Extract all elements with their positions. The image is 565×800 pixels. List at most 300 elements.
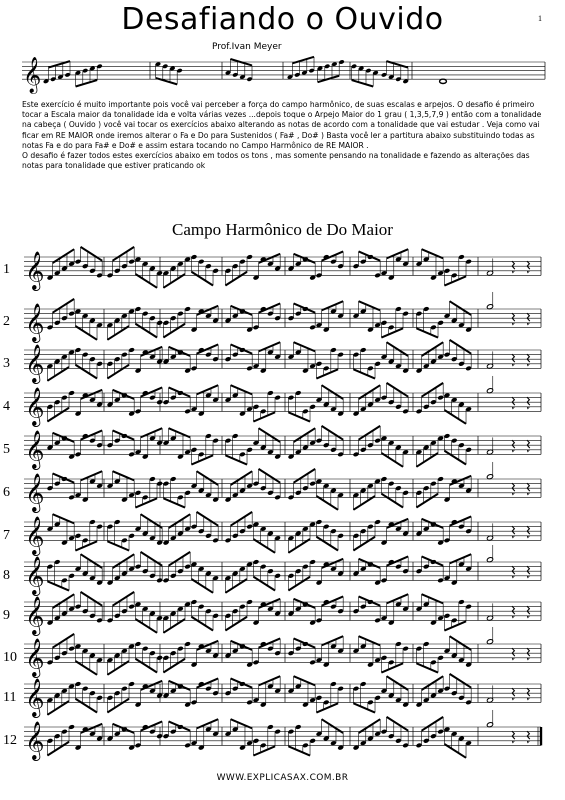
beamed-note-group	[253, 428, 281, 459]
note-beam	[191, 272, 213, 286]
beamed-note-group	[225, 561, 253, 592]
note-beam	[416, 328, 438, 337]
staff-number: 11	[3, 690, 17, 705]
beamed-note-group	[381, 641, 409, 672]
beamed-note-group	[416, 435, 444, 466]
beamed-note-group	[163, 387, 191, 414]
beamed-note-group	[47, 594, 75, 625]
beamed-note-group	[191, 306, 219, 333]
quarter-rest-icon	[512, 688, 515, 700]
beamed-note-group	[381, 556, 409, 583]
note-beam	[387, 717, 409, 731]
beamed-note-group	[416, 383, 444, 414]
staff	[22, 57, 545, 94]
beamed-note-group	[444, 599, 472, 630]
beamed-note-group	[47, 433, 75, 460]
note-beam	[381, 328, 403, 337]
note-beam	[53, 249, 75, 263]
note-beam	[53, 299, 75, 313]
treble-clef-icon: 𝄞	[25, 515, 45, 555]
note-beam	[47, 581, 69, 590]
beamed-note-group	[163, 552, 191, 583]
beamed-note-group	[288, 521, 316, 552]
note-beam	[353, 496, 375, 510]
quarter-rest-icon	[527, 566, 530, 578]
beamed-note-group	[416, 519, 444, 546]
beamed-note-group	[75, 554, 103, 585]
note-beam	[322, 719, 344, 733]
beamed-note-group	[47, 514, 75, 545]
beamed-note-group	[288, 303, 316, 330]
beamed-note-group	[225, 512, 253, 543]
beamed-note-group	[191, 512, 219, 543]
treble-clef-icon: 𝄞	[25, 302, 45, 342]
note-beam	[450, 340, 472, 354]
beamed-note-group	[316, 347, 344, 378]
beamed-note-group	[253, 638, 281, 665]
beamed-note-group	[288, 254, 316, 281]
treble-clef-icon: 𝄞	[25, 677, 45, 717]
note-beam	[416, 663, 438, 672]
note-beam	[288, 577, 310, 591]
beamed-note-group	[287, 57, 315, 80]
note-beam	[53, 594, 75, 608]
beamed-note-group	[416, 556, 444, 583]
staff	[24, 637, 541, 678]
note-beam	[444, 744, 466, 758]
beamed-note-group	[316, 478, 344, 509]
note-beam	[316, 537, 338, 551]
beamed-note-group	[253, 599, 281, 626]
page-number: 1	[538, 14, 542, 23]
note-beam	[191, 455, 213, 464]
beamed-note-group	[381, 435, 409, 466]
beamed-note-group	[444, 516, 472, 543]
treble-clef-icon: 𝄞	[25, 720, 45, 760]
intro-paragraph: O desafio é fazer todos estes exercícios abaixo em todos os tons , mas somente pensando na tonalidade e fazendo as alterações das notas para tonalidade que estiver praticando ok	[22, 151, 530, 171]
beamed-note-group	[135, 514, 163, 545]
treble-clef-icon: 𝄞	[25, 595, 45, 635]
whole-note-head	[440, 79, 447, 83]
note-beam	[381, 494, 403, 508]
note-beam	[225, 617, 247, 631]
quarter-rest-icon	[527, 606, 530, 618]
quarter-rest-icon	[512, 261, 515, 273]
beamed-note-group	[163, 476, 191, 507]
note-beam	[225, 455, 247, 464]
beamed-note-group	[75, 247, 103, 278]
staff	[24, 429, 541, 470]
beamed-note-group	[288, 469, 316, 500]
beamed-note-group	[163, 256, 191, 287]
note-beam	[294, 303, 316, 312]
beamed-note-group	[353, 426, 381, 457]
beamed-note-group	[381, 717, 409, 748]
treble-clef-icon: 𝄞	[25, 429, 45, 469]
note-beam	[288, 412, 310, 421]
beamed-note-group	[47, 299, 75, 330]
staff-number: 9	[3, 608, 10, 623]
beamed-note-group	[316, 426, 344, 457]
beamed-note-group	[163, 428, 191, 459]
note-beam	[75, 365, 97, 379]
note-beam	[197, 471, 219, 485]
beamed-note-group	[288, 428, 316, 459]
beamed-note-group	[444, 254, 472, 285]
beamed-note-group	[75, 519, 103, 550]
treble-clef-icon: 𝄞	[25, 555, 45, 595]
beamed-note-group	[163, 347, 191, 374]
note-beam	[47, 367, 69, 381]
footer-website: WWW.EXPLICASAX.COM.BR	[216, 773, 349, 783]
note-beam	[294, 428, 316, 442]
beamed-note-group	[163, 681, 191, 708]
quarter-rest-icon	[512, 397, 515, 409]
beamed-note-group	[316, 596, 344, 623]
staff-number: 4	[3, 399, 10, 414]
beamed-note-group	[191, 433, 219, 464]
beamed-note-group	[75, 643, 103, 674]
staff	[24, 302, 541, 343]
beamed-note-group	[316, 301, 344, 332]
note-beam	[225, 272, 247, 286]
note-beam	[107, 661, 129, 675]
beamed-note-group	[444, 433, 472, 464]
beamed-note-group	[353, 385, 381, 416]
document-title: Desafiando o Ouvido	[121, 2, 444, 37]
beamed-note-group	[47, 249, 75, 280]
beamed-note-group	[381, 249, 409, 280]
beamed-note-group	[316, 559, 344, 586]
beamed-note-group	[135, 347, 163, 374]
intro-paragraph: Este exercício é muito importante pois você vai perceber a força do campo harmônico, de suas escalas e arpejos. O desafio é primeiro tocar a Escala maior da tonalidade ida e volta várias vezes ...depois toque o Arpejo Maior do 1 grau ( 1,3,5,7,9 ) então com a tonalidade na cabeça ( Ouvido ) você vai tocar os exercícios abaixo alterando as notas de acordo com a tonalidade que vai estudar . Veja como vai ficar em RE MAIOR onde iremos alterar o Fa e Do para Sustenidos ( Fa# , Do# ) Basta você ler a partitura abaixo substituindo todas as notas Fa e do para Fa# e Do# e assim estara tocando no Campo Harmônico de RE MAIOR .	[22, 100, 542, 150]
note-beam	[113, 430, 135, 439]
note-beam	[113, 592, 135, 606]
beamed-note-group	[225, 719, 253, 750]
quarter-rest-icon	[527, 354, 530, 366]
note-beam	[47, 742, 69, 756]
note-beam	[76, 80, 98, 86]
beamed-note-group	[416, 594, 444, 625]
staff	[24, 555, 541, 596]
beamed-note-group	[416, 676, 444, 707]
quarter-rest-icon	[512, 313, 515, 325]
note-beam	[191, 617, 213, 631]
beamed-note-group	[253, 676, 281, 707]
note-beam	[231, 471, 253, 485]
note-beam	[47, 408, 69, 422]
note-beam	[107, 541, 129, 550]
beamed-note-group	[225, 254, 253, 285]
note-beam	[81, 592, 103, 606]
beamed-note-group	[75, 592, 103, 623]
note-beam	[253, 746, 275, 755]
quarter-rest-icon	[527, 731, 530, 743]
beamed-note-group	[47, 724, 75, 755]
note-beam	[107, 365, 129, 379]
quarter-rest-icon	[512, 606, 515, 618]
note-beam	[359, 719, 381, 733]
beamed-note-group	[135, 306, 163, 337]
treble-clef-icon: 𝄞	[25, 386, 45, 426]
beamed-note-group	[191, 344, 219, 371]
quarter-rest-icon	[512, 566, 515, 578]
note-beam	[75, 661, 97, 675]
beamed-note-group	[107, 554, 135, 585]
beamed-note-group	[416, 306, 444, 337]
note-beam	[253, 577, 275, 591]
beamed-note-group	[163, 721, 191, 748]
beamed-note-group	[135, 601, 163, 632]
beamed-note-group	[107, 643, 135, 674]
beamed-note-group	[47, 390, 75, 421]
beamed-note-group	[381, 519, 409, 546]
staff-number: 2	[3, 314, 10, 329]
quarter-rest-icon	[512, 526, 515, 538]
quarter-rest-icon	[512, 731, 515, 743]
beamed-note-group	[191, 678, 219, 705]
note-beam	[191, 579, 213, 593]
note-beam	[225, 579, 247, 593]
note-beam	[294, 469, 316, 483]
beamed-note-group	[135, 428, 163, 459]
beamed-note-group	[381, 61, 409, 84]
note-beam	[381, 663, 403, 672]
treble-clef-icon: 𝄞	[25, 637, 45, 677]
beamed-note-group	[225, 599, 253, 630]
beamed-note-group	[191, 254, 219, 285]
beamed-note-group	[416, 342, 444, 373]
beamed-note-group	[47, 559, 75, 590]
note-beam	[416, 453, 438, 467]
note-beam	[141, 514, 163, 528]
beamed-note-group	[107, 681, 135, 712]
note-beam	[81, 247, 103, 261]
note-beam	[107, 699, 129, 713]
beamed-note-group	[381, 476, 409, 507]
treble-clef-icon: 𝄞	[25, 250, 45, 290]
note-beam	[163, 274, 185, 288]
beamed-note-group	[353, 301, 381, 332]
quarter-rest-icon	[527, 440, 530, 452]
note-beam	[444, 621, 466, 630]
beamed-note-group	[75, 430, 103, 457]
note-beam	[359, 596, 381, 605]
beamed-note-group	[381, 383, 409, 414]
note-beam	[47, 701, 69, 715]
note-beam	[316, 496, 338, 510]
note-beam	[387, 676, 409, 690]
note-beam	[322, 385, 344, 399]
note-beam	[53, 473, 75, 482]
beamed-note-group	[381, 676, 409, 707]
beamed-note-group	[416, 476, 444, 507]
beamed-note-group	[107, 592, 135, 623]
beamed-note-group	[107, 308, 135, 339]
note-beam	[352, 80, 374, 86]
treble-clef-icon: 𝄞	[25, 343, 45, 383]
beamed-note-group	[353, 596, 381, 623]
beamed-note-group	[225, 344, 253, 371]
note-beam	[288, 746, 310, 755]
note-beam	[353, 537, 375, 551]
beamed-note-group	[107, 347, 135, 378]
note-beam	[163, 324, 185, 338]
beamed-note-group	[107, 247, 135, 278]
note-beam	[231, 678, 253, 687]
beamed-note-group	[191, 471, 219, 502]
beamed-note-group	[75, 471, 103, 502]
quarter-rest-icon	[527, 526, 530, 538]
beamed-note-group	[316, 719, 344, 750]
beamed-note-group	[316, 385, 344, 416]
beamed-note-group	[107, 471, 135, 502]
note-beam	[253, 539, 275, 553]
note-beam	[169, 387, 191, 396]
note-beam	[156, 78, 178, 84]
note-beam	[387, 342, 409, 356]
beamed-note-group	[135, 721, 163, 748]
note-beam	[316, 703, 338, 712]
staff-number: 6	[3, 485, 10, 500]
note-beam	[322, 426, 344, 440]
note-beam	[353, 369, 375, 378]
note-beam	[292, 57, 314, 63]
staff-number: 5	[3, 442, 10, 457]
quarter-rest-icon	[527, 313, 530, 325]
beamed-note-group	[353, 681, 381, 712]
beamed-note-group	[444, 636, 472, 667]
beamed-note-group	[444, 554, 472, 585]
beamed-note-group	[253, 521, 281, 552]
beamed-note-group	[47, 349, 75, 380]
note-beam	[135, 619, 157, 633]
beamed-note-group	[444, 340, 472, 371]
note-beam	[387, 383, 409, 397]
beamed-note-group	[135, 387, 163, 414]
beamed-note-group	[191, 719, 219, 750]
quarter-rest-icon	[527, 397, 530, 409]
note-beam	[135, 659, 157, 673]
beamed-note-group	[316, 519, 344, 550]
beamed-note-group	[43, 61, 71, 84]
beamed-note-group	[353, 347, 381, 378]
note-beam	[444, 451, 466, 465]
quarter-rest-icon	[527, 688, 530, 700]
beamed-note-group	[75, 681, 103, 712]
beamed-note-group	[107, 519, 135, 550]
note-beam	[259, 428, 281, 442]
note-beam	[163, 659, 185, 673]
beamed-note-group	[163, 641, 191, 672]
beamed-note-group	[75, 347, 103, 378]
beamed-note-group	[253, 559, 281, 590]
beamed-note-group	[107, 430, 135, 457]
beamed-note-group	[444, 674, 472, 705]
beamed-note-group	[75, 724, 103, 751]
note-beam	[444, 276, 466, 285]
beamed-note-group	[107, 724, 135, 751]
beamed-note-group	[47, 634, 75, 665]
beamed-note-group	[163, 514, 191, 545]
note-beam	[107, 326, 129, 340]
beamed-note-group	[135, 681, 163, 708]
beamed-note-group	[353, 559, 381, 586]
beamed-note-group	[444, 301, 472, 332]
beamed-note-group	[135, 476, 163, 507]
note-beam	[231, 512, 253, 526]
beamed-note-group	[444, 392, 472, 423]
note-beam	[294, 638, 316, 647]
beamed-note-group	[253, 303, 281, 330]
note-beam	[135, 498, 157, 507]
note-beam	[135, 274, 157, 288]
beamed-note-group	[225, 471, 253, 502]
beamed-note-group	[353, 636, 381, 667]
beamed-note-group	[191, 561, 219, 592]
beamed-note-group	[47, 683, 75, 714]
beamed-note-group	[288, 676, 316, 707]
beamed-note-group	[444, 726, 472, 757]
beamed-note-group	[288, 599, 316, 626]
note-beam	[53, 634, 75, 648]
beamed-note-group	[191, 641, 219, 668]
beamed-note-group	[135, 641, 163, 672]
beamed-note-group	[163, 306, 191, 337]
beamed-note-group	[225, 306, 253, 333]
beamed-note-group	[353, 478, 381, 509]
beamed-note-group	[225, 433, 253, 464]
note-beam	[288, 539, 310, 553]
note-beam	[416, 494, 438, 508]
treble-clef-icon: 𝄞	[23, 56, 42, 93]
staff-number: 8	[3, 568, 10, 583]
beamed-note-group	[353, 719, 381, 750]
note-beam	[450, 674, 472, 688]
treble-clef-icon: 𝄞	[25, 472, 45, 512]
beamed-note-group	[316, 681, 344, 712]
note-beam	[422, 383, 444, 397]
beamed-note-group	[288, 638, 316, 665]
note-beam	[359, 251, 381, 260]
note-beam	[422, 676, 444, 690]
beamed-note-group	[75, 308, 103, 339]
beamed-note-group	[75, 390, 103, 417]
note-beam	[450, 636, 472, 650]
beamed-note-group	[191, 599, 219, 630]
beamed-note-group	[253, 342, 281, 373]
beamed-note-group	[253, 469, 281, 500]
author-name: Prof.Ivan Meyer	[212, 42, 282, 52]
beamed-note-group	[191, 385, 219, 416]
beamed-note-group	[288, 342, 316, 373]
note-beam	[422, 717, 444, 731]
staff-number: 10	[3, 650, 17, 665]
note-beam	[359, 385, 381, 399]
note-beam	[169, 721, 191, 730]
beamed-note-group	[416, 717, 444, 748]
beamed-note-group	[107, 390, 135, 417]
note-beam	[450, 301, 472, 315]
note-beam	[163, 498, 185, 507]
beamed-note-group	[444, 476, 472, 503]
note-beam	[113, 554, 135, 568]
beamed-note-group	[416, 641, 444, 672]
note-beam	[197, 512, 219, 526]
note-beam	[169, 514, 191, 528]
staff	[24, 515, 541, 556]
beamed-note-group	[155, 61, 183, 84]
